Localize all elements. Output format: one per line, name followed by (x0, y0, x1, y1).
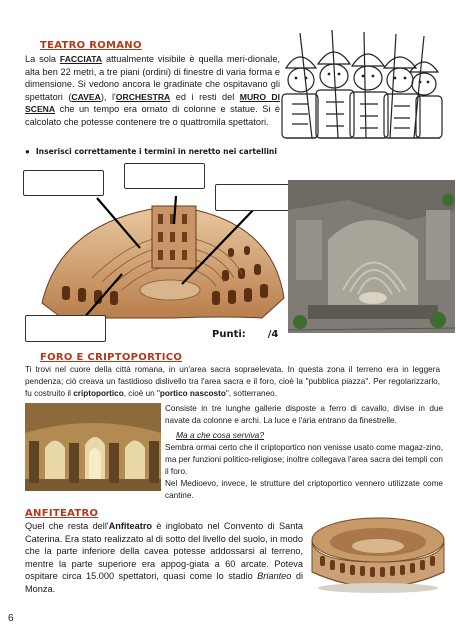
anfiteatro-text-1: Quel che resta dell' (25, 521, 109, 531)
foro-heading: FORO E CRIPTOPORTICO (40, 352, 183, 363)
keyword-brianteo: Brianteo (257, 571, 292, 582)
page-number: 6 (8, 613, 14, 624)
answer-box-4[interactable] (25, 315, 106, 342)
foro-paragraph-3: Sembra ormai certo che il criptoportico non venisse usato come magaz-zino, ma per funzioni politico-religiose; inoltre collegava l'area sacra dei templi con il foro. (165, 443, 443, 477)
teatro-text-5: che un tempo era ornato di colonne e statue. Si è calcolato che potesse contenere tre o quattromila spettatori. (25, 104, 280, 127)
answer-box-3[interactable] (215, 184, 296, 211)
keyword-orchestra: ORCHESTRA (115, 91, 171, 102)
teatro-text-2: attualmente visibile è quella meri-dionale, alta ben 22 metri, a tre piani (ordini) di finestre di varia forma e dimensione. Si vedono ancora le gradinate che ospitavano gli spettatori ( (25, 54, 280, 102)
keyword-cavea: CAVEA (71, 91, 101, 102)
amphitheatre-model-illustration (308, 510, 448, 594)
anfiteatro-heading: ANFITEATRO (25, 508, 99, 519)
soldiers-illustration (272, 28, 444, 150)
answer-box-2[interactable] (124, 163, 205, 189)
answer-box-1[interactable] (23, 170, 104, 196)
foro-paragraph-1 (25, 364, 440, 401)
keyword-facciata: FACCIATA (59, 54, 103, 64)
teatro-text-4: ed i resti del (170, 91, 240, 102)
anfiteatro-text-2: è inglobato nel Convento di Santa Caterina. Era stato realizzato al di sotto del livello del suolo, in modo che la parte inferiore della cavea potesse addossarsi al terreno, mentre la parte superiore era appog-giata a 60 arcate. Poteva ospitare circa 15.000 spettatori, quasi come lo stadio (25, 521, 304, 582)
teatro-text-1: La sola (25, 54, 60, 64)
criptoportico-photo (25, 403, 161, 491)
foro-text-1b: , cioè un " (123, 389, 160, 399)
keyword-muro-di-scena: MURO DI SCENA (25, 91, 280, 115)
instruction-text: Inserisci correttamente i termini in neretto nei cartellini (35, 147, 277, 156)
teatro-text-3: ), l' (100, 91, 116, 102)
keyword-anfiteatro: Anfiteatro (108, 521, 153, 531)
keyword-portico-nascosto: portico nascosto (159, 389, 226, 399)
bullet-icon: ● (25, 147, 30, 156)
score-value: /4 (267, 329, 279, 340)
keyword-criptoportico: criptoportico (73, 389, 124, 399)
theatre-aerial-photo (288, 180, 455, 333)
score-box (212, 329, 278, 340)
foro-text-1: Ti trovi nel cuore della città romana, in un'area sacra sopraelevata. In questa zona il terreno era in leggera pendenza; ciò creava un fastidioso dislivello tra l'area sacra e il foro, cioè la "pubblica piazza". Per regolarizzarlo, fu costruito il (25, 365, 440, 399)
anfiteatro-paragraph (25, 520, 303, 596)
teatro-heading: TEATRO ROMANO (40, 40, 142, 51)
instruction-row (25, 147, 277, 156)
foro-question: Ma a che cosa serviva? (176, 430, 264, 440)
foro-paragraph-4: Nel Medioevo, invece, le strutture del criptoportico vennero utilizzate come cantine. (165, 479, 443, 501)
foro-paragraph-2: Consiste in tre lunghe gallerie disposte a ferro di cavallo, divise in due navate da colonne e archi. La luce e l'aria entrano da finestrelle. (165, 404, 443, 426)
anfiteatro-text-3: di Monza. (25, 571, 303, 594)
teatro-paragraph (25, 53, 280, 129)
score-label: Punti: (212, 329, 246, 340)
foro-text-1c: ", sotterraneo. (225, 389, 277, 399)
